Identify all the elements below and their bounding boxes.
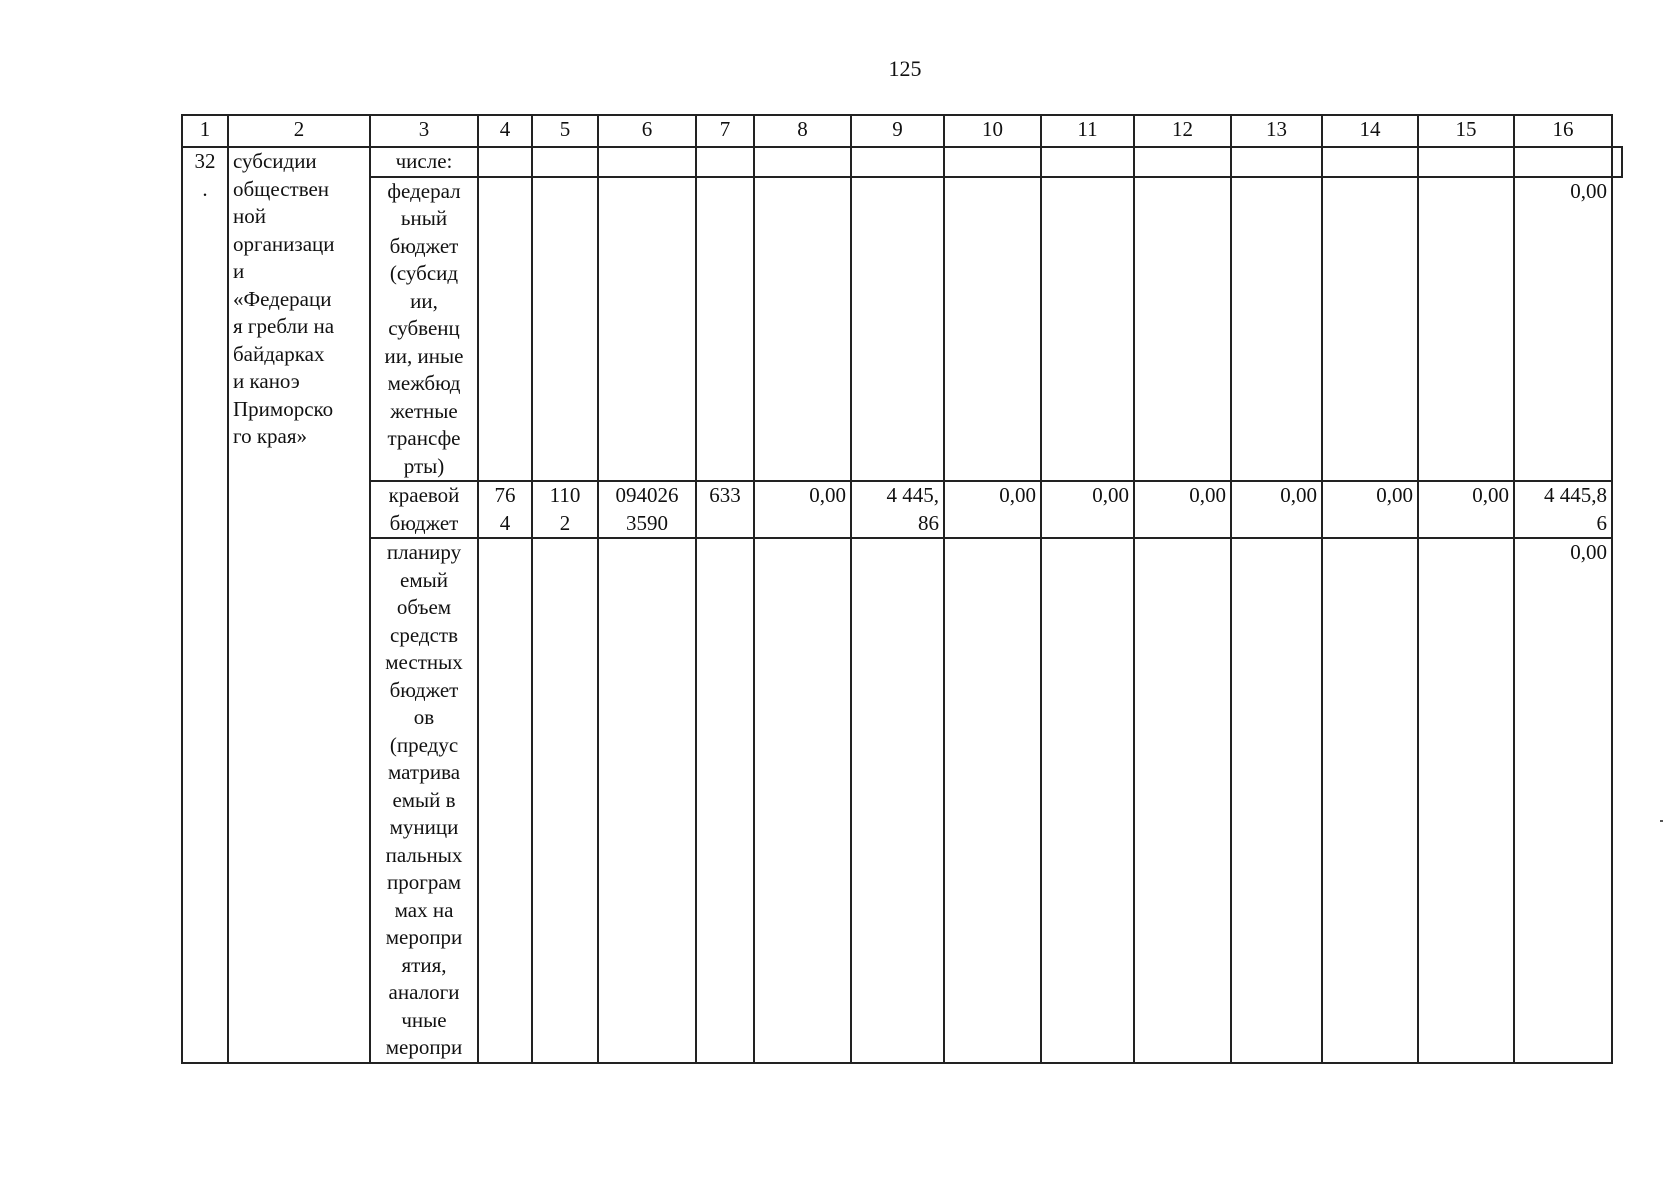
col-header-9: 9: [851, 115, 944, 147]
col-header-5: 5: [532, 115, 598, 147]
table-cell: [1134, 538, 1231, 1063]
table-cell: [1418, 147, 1514, 177]
col-header-8: 8: [754, 115, 851, 147]
table-cell: [944, 147, 1041, 177]
item-name-cell: субсидии обществен ной организаци и «Федераци я гребли на байдарках и каноэ Приморско го края»: [228, 147, 370, 1063]
col-header-1: 1: [182, 115, 228, 147]
table-cell: [1322, 147, 1418, 177]
value-cell: 4 445, 86: [851, 481, 944, 538]
table-cell: [478, 147, 532, 177]
table-cell: [1041, 538, 1134, 1063]
header-row: [182, 115, 1622, 147]
table-cell: [1322, 538, 1418, 1063]
table-row: [182, 177, 1622, 482]
col-header-7: 7: [696, 115, 754, 147]
value-cell: 0,00: [754, 481, 851, 538]
table-cell: [1134, 177, 1231, 482]
value-cell: 0,00: [1231, 481, 1322, 538]
table-cell: [754, 147, 851, 177]
col-header-4: 4: [478, 115, 532, 147]
value-cell: 0,00: [944, 481, 1041, 538]
col-header-11: 11: [1041, 115, 1134, 147]
code-cell: 633: [696, 481, 754, 538]
source-cell: краевой бюджет: [370, 481, 478, 538]
table-cell: [532, 538, 598, 1063]
table-cell: [851, 538, 944, 1063]
table-cell: [1231, 147, 1322, 177]
table-cell: [754, 538, 851, 1063]
table-cell: [478, 177, 532, 482]
code-cell: 094026 3590: [598, 481, 696, 538]
value-cell: 4 445,8 6: [1514, 481, 1612, 538]
code-cell: 110 2: [532, 481, 598, 538]
table-cell: [532, 177, 598, 482]
table-cell: [851, 177, 944, 482]
col-header-6: 6: [598, 115, 696, 147]
table-cell: [696, 177, 754, 482]
table-row: [182, 538, 1622, 1063]
table-cell: [598, 147, 696, 177]
budget-table: [181, 114, 1623, 1064]
code-cell: 76 4: [478, 481, 532, 538]
col-header-12: 12: [1134, 115, 1231, 147]
table-cell: [1418, 177, 1514, 482]
row-number-cell: 32 .: [182, 147, 228, 1063]
table-cell: [1041, 147, 1134, 177]
page-number: 125: [888, 56, 922, 81]
table-cell: [598, 177, 696, 482]
value-cell: 0,00: [1514, 177, 1612, 482]
source-cell: числе:: [370, 147, 478, 177]
col-header-10: 10: [944, 115, 1041, 147]
value-cell: 0,00: [1514, 538, 1612, 1063]
table-cell: [1134, 147, 1231, 177]
table-row: [182, 147, 1622, 177]
table-cell: [1231, 538, 1322, 1063]
table-cell: [754, 177, 851, 482]
value-cell: 0,00: [1418, 481, 1514, 538]
table-cell: [478, 538, 532, 1063]
source-cell: планиру емый объем средств местных бюджет ов (предус матрива емый в муници пальных програм мах на меропри ятия, аналоги чные меропри: [370, 538, 478, 1063]
table-cell: [944, 177, 1041, 482]
table-cell: [696, 147, 754, 177]
value-cell: 0,00: [1041, 481, 1134, 538]
table-cell: [1322, 177, 1418, 482]
table-cell: [1514, 147, 1612, 177]
col-header-2: 2: [228, 115, 370, 147]
table-cell: [1041, 177, 1134, 482]
scan-speck: [1660, 820, 1663, 822]
value-cell: 0,00: [1134, 481, 1231, 538]
table-cell: [1231, 177, 1322, 482]
value-cell: 0,00: [1322, 481, 1418, 538]
table-cell: [851, 147, 944, 177]
table-cell: [944, 538, 1041, 1063]
col-header-13: 13: [1231, 115, 1322, 147]
table-row: [182, 481, 1622, 538]
table-cell: [1612, 147, 1622, 177]
col-header-14: 14: [1322, 115, 1418, 147]
table-cell: [598, 538, 696, 1063]
table-cell: [1418, 538, 1514, 1063]
col-header-16: 16: [1514, 115, 1612, 147]
col-header-15: 15: [1418, 115, 1514, 147]
source-cell: федерал ьный бюджет (субсид ии, субвенц ии, иные межбюд жетные трансфе рты): [370, 177, 478, 482]
table-cell: [696, 538, 754, 1063]
col-header-3: 3: [370, 115, 478, 147]
table-cell: [532, 147, 598, 177]
